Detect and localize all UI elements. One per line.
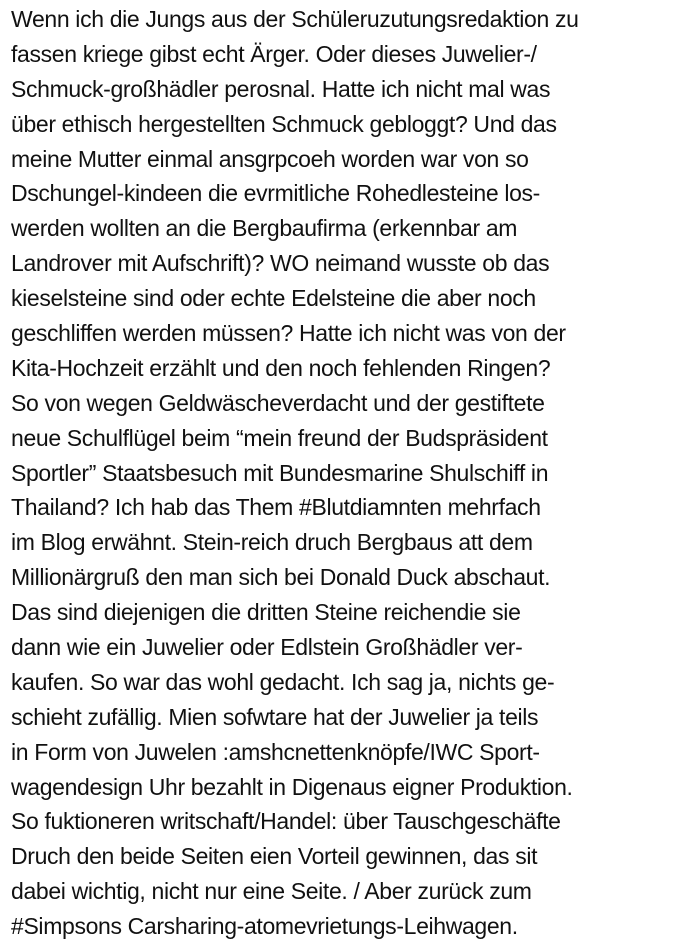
text-line: kaufen. So war das wohl gedacht. Ich sag ja, nichts ge- — [11, 668, 555, 695]
text-line: Thailand? Ich hab das Them #Blutdiamnten mehrfach — [11, 494, 541, 521]
text-line: So von wegen Geldwäscheverdacht und der gestiftete — [11, 389, 545, 416]
text-line: Wenn ich die Jungs aus der Schüleruzutungsredaktion zu — [11, 6, 579, 32]
text-line: meine Mutter einmal ansgrpcoeh worden war von so — [11, 145, 529, 172]
text-line: dann wie ein Juwelier oder Edlstein Großhädler ver- — [11, 634, 523, 661]
text-line: wagendesign Uhr bezahlt in Digenaus eigner Produktion. — [11, 773, 573, 800]
text-line: Kita-Hochzeit erzählt und den noch fehlenden Ringen? — [11, 354, 551, 381]
text-line: Druch den beide Seiten eien Vorteil gewinnen, das sit — [11, 843, 538, 870]
text-line: dabei wichtig, nicht nur eine Seite. / Aber zurück zum — [11, 878, 532, 905]
text-line: über ethisch hergestellten Schmuck gebloggt? Und das — [11, 110, 557, 137]
text-line: Dschungel-kindeen die evrmitliche Rohedlesteine los- — [11, 180, 540, 207]
text-line: Schmuck-großhädler perosnal. Hatte ich nicht mal was — [11, 75, 551, 102]
text-line: werden wollten an die Bergbaufirma (erkennbar am — [11, 215, 518, 242]
text-line: Millionärgruß den man sich bei Donald Duck abschaut. — [11, 564, 551, 591]
text-line: neue Schulflügel beim “mein freund der Budspräsident — [11, 424, 548, 451]
text-line: So fuktioneren writschaft/Handel: über Tauschgeschäfte — [11, 808, 561, 835]
text-line: in Form von Juwelen :amshcnettenknöpfe/IWC Sport- — [11, 738, 540, 765]
text-line: kieselsteine sind oder echte Edelsteine die aber noch — [11, 285, 536, 312]
text-line: schieht zufällig. Mien sofwtare hat der Juwelier ja teils — [11, 703, 539, 730]
text-line: #Simpsons Carsharing-atomevrietungs-Leihwagen. — [11, 913, 518, 940]
text-line: Landrover mit Aufschrift)? WO neimand wusste ob das — [11, 250, 550, 277]
text-line: Sportler” Staatsbesuch mit Bundesmarine Shulschiff in — [11, 459, 549, 486]
text-line: im Blog erwähnt. Stein-reich druch Bergbaus att dem — [11, 529, 533, 556]
body-text — [11, 2, 681, 944]
text-line: geschliffen werden müssen? Hatte ich nicht was von der — [11, 320, 566, 347]
text-line: Das sind diejenigen die dritten Steine reichendie sie — [11, 599, 521, 626]
text-line: fassen kriege gibst echt Ärger. Oder dieses Juwelier-/ — [11, 40, 537, 67]
